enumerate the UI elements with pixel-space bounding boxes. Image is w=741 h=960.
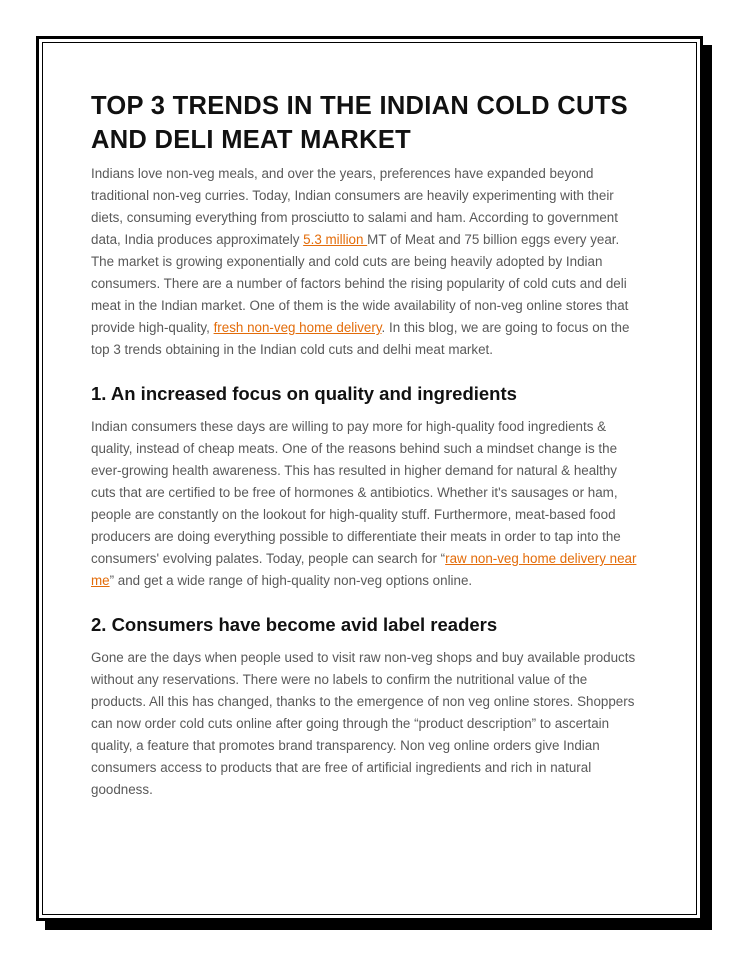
section2-paragraph: Gone are the days when people used to visit raw non-veg shops and buy available products without any reservations. There were no labels to confirm the nutritional value of the products. All this has changed, thanks to the emergence of non veg online stores. Shoppers can now order cold cuts online after going through the “product description” to ascertain quality, a feature that promotes brand transparency. Non veg online orders give Indian consumers access to products that are free of artificial ingredients and rich in natural goodness. [91,650,636,797]
section1-paragraph [91,416,643,592]
meat-production-link[interactable]: 5.3 million [303,232,368,247]
section1-heading: 1. An increased focus on quality and ingredients [91,383,517,404]
article-title: TOP 3 TRENDS IN THE INDIAN COLD CUTS AND DELI MEAT MARKET [91,92,628,154]
raw-delivery-link[interactable]: raw non-veg home delivery near me [91,551,637,588]
section1-text-2: ” and get a wide range of high-quality non-veg options online. [109,573,473,588]
section2-heading: 2. Consumers have become avid label readers [91,614,498,635]
fresh-delivery-link[interactable]: fresh non-veg home delivery [213,320,382,335]
page-frame [36,36,703,921]
intro-text-1: Indians love non-veg meals, and over the years, preferences have expanded beyond traditional non-veg curries. Today, Indian consumers are heavily experimenting with their diets, consuming everything from prosciutto to salami and ham. According to government data, India produces approximately [91,166,618,247]
article-content [91,89,643,801]
section1-text-1: Indian consumers these days are willing to pay more for high-quality food ingredients & quality, instead of cheap meats. One of the reasons behind such a mindset change is the ever-growing health awareness. This has resulted in higher demand for natural & healthy cuts that are certified to be free of hormones & antibiotics. Whether it's sausages or ham, people are constantly on the lookout for high-quality stuff. Furthermore, meat-based food producers are doing everything possible to differentiate their meats in order to tap into the consumers' evolving palates. Today, people can search for “ [91,419,621,566]
intro-text-3: . In this blog, we are going to focus on the top 3 trends obtaining in the Indian cold cuts and delhi meat market. [91,320,630,357]
intro-paragraph [91,163,643,361]
intro-text-2: MT of Meat and 75 billion eggs every year. The market is growing exponentially and cold cuts are being heavily adopted by Indian consumers. There are a number of factors behind the rising popularity of cold cuts and deli meat in the Indian market. One of them is the wide availability of non-veg online stores that provide high-quality, [91,232,629,335]
